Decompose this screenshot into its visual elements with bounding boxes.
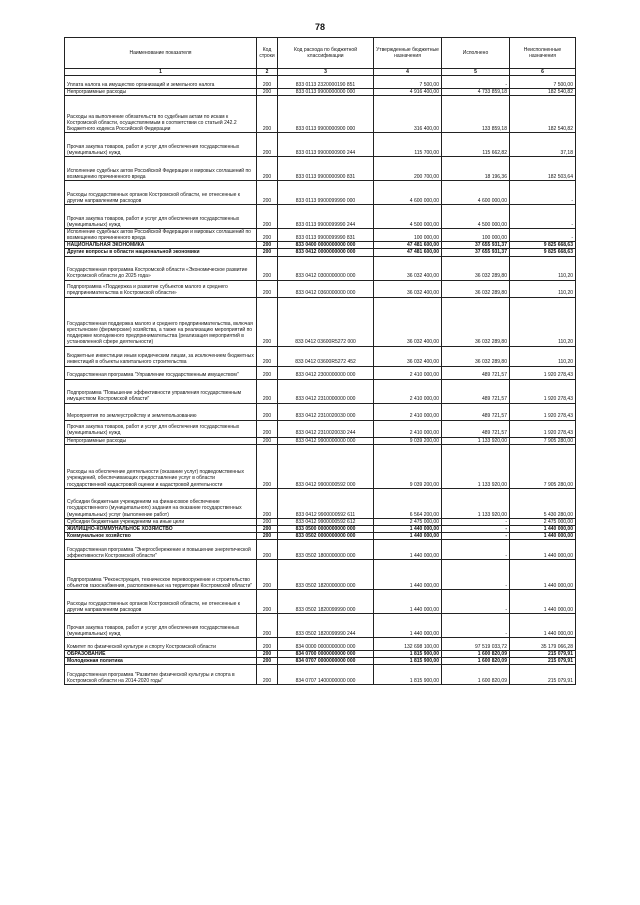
executed-amount-cell: - [442, 559, 510, 589]
line-code-cell: 200 [257, 665, 278, 685]
indicator-name-cell: Комитет по физической культуре и спорту Костромской области [65, 637, 257, 650]
unexecuted-amount-cell: 2 475 000,00 [510, 518, 576, 525]
line-code-cell: 200 [257, 229, 278, 242]
line-code-cell: 200 [257, 559, 278, 589]
header-approved: Утвержденные бюджетные назначения [374, 38, 442, 69]
indicator-name-cell: Субсидии бюджетным учреждениям на финансовое обеспечение государственного (муниципального) задания на оказание государственных (муниципальных) услуг (выполнение работ) [65, 488, 257, 518]
approved-amount-cell: 1 440 000,00 [374, 532, 442, 539]
indicator-name-cell: Бюджетные инвестиции иным юридическим лицам, за исключением бюджетных инвестиций в объекты капитального строительства [65, 346, 257, 366]
line-code-cell: 200 [257, 346, 278, 366]
line-code-cell: 200 [257, 525, 278, 532]
table-row [65, 133, 576, 157]
unexecuted-amount-cell: - [510, 181, 576, 205]
line-code-cell: 200 [257, 658, 278, 665]
approved-amount-cell: 132 698 100,00 [374, 637, 442, 650]
table-row [65, 379, 576, 403]
table-row [65, 242, 576, 249]
approved-amount-cell: 2 410 000,00 [374, 366, 442, 379]
approved-amount-cell: 100 000,00 [374, 229, 442, 242]
table-row [65, 488, 576, 518]
approved-amount-cell: 36 032 400,00 [374, 280, 442, 297]
indicator-name-cell: Расходы на выполнение обязательств по судебным актам по искам к Костромской области, осуществляемым в соответствии со статьей 242.2 Бюджетного кодекса Российской Федерации [65, 96, 257, 133]
indicator-name-cell: Подпрограмма «Поддержка и развитие субъектов малого и среднего предпринимательства в Костромской области» [65, 280, 257, 297]
unexecuted-amount-cell: 37,18 [510, 133, 576, 157]
classification-code-cell: 833 0412 9900000592 000 [278, 444, 374, 488]
table-row [65, 181, 576, 205]
approved-amount-cell: 4 600 000,00 [374, 181, 442, 205]
line-code-cell: 200 [257, 437, 278, 444]
unexecuted-amount-cell: 1 920 278,43 [510, 403, 576, 420]
executed-amount-cell: 115 662,82 [442, 133, 510, 157]
classification-code-cell: 834 0700 0000000000 000 [278, 650, 374, 657]
classification-code-cell: 833 0113 9900099990 000 [278, 181, 374, 205]
header-executed: Исполнено [442, 38, 510, 69]
line-code-cell: 200 [257, 256, 278, 280]
table-row [65, 539, 576, 559]
executed-amount-cell: 1 600 820,09 [442, 665, 510, 685]
executed-amount-cell: 4 500 000,00 [442, 205, 510, 229]
executed-amount-cell: 37 655 931,37 [442, 249, 510, 256]
unexecuted-amount-cell: 182 540,82 [510, 96, 576, 133]
classification-code-cell: 833 0113 9900099990 831 [278, 229, 374, 242]
indicator-name-cell: ЖИЛИЩНО-КОММУНАЛЬНОЕ ХОЗЯЙСТВО [65, 525, 257, 532]
line-code-cell: 200 [257, 518, 278, 525]
unexecuted-amount-cell: - [510, 229, 576, 242]
indicator-name-cell: Мероприятия по землеустройству и землепользованию [65, 403, 257, 420]
table-row [65, 249, 576, 256]
classification-code-cell: 833 0502 0000000000 000 [278, 532, 374, 539]
unexecuted-amount-cell: 1 440 000,00 [510, 539, 576, 559]
indicator-name-cell: Государственная программа "Управление государственным имуществом" [65, 366, 257, 379]
classification-code-cell: 834 0000 0000000000 000 [278, 637, 374, 650]
indicator-name-cell: Государственная программа "Энергосбережение и повышение энергетической эффективности Костромской области" [65, 539, 257, 559]
unexecuted-amount-cell: 1 440 000,00 [510, 589, 576, 613]
indicator-name-cell: Подпрограмма "Реконструкция, техническое перевооружение и строительство объектов газоснабжения, расположенных на территории Костромской области" [65, 559, 257, 589]
executed-amount-cell: - [442, 518, 510, 525]
table-row [65, 366, 576, 379]
executed-amount-cell: 4 733 859,18 [442, 89, 510, 96]
unexecuted-amount-cell: 215 079,91 [510, 665, 576, 685]
table-row [65, 444, 576, 488]
classification-code-cell: 833 0113 9900000000 000 [278, 89, 374, 96]
executed-amount-cell: 1 600 820,09 [442, 650, 510, 657]
table-row [65, 205, 576, 229]
unexecuted-amount-cell: 1 920 278,43 [510, 379, 576, 403]
table-row [65, 280, 576, 297]
executed-amount-cell: 489 721,57 [442, 420, 510, 437]
line-code-cell: 200 [257, 205, 278, 229]
approved-amount-cell: 36 032 400,00 [374, 297, 442, 346]
classification-code-cell: 833 0400 0000000000 000 [278, 242, 374, 249]
approved-amount-cell: 4 500 000,00 [374, 205, 442, 229]
indicator-name-cell: Непрограммные расходы [65, 89, 257, 96]
unexecuted-amount-cell: 1 440 000,00 [510, 559, 576, 589]
approved-amount-cell: 2 410 000,00 [374, 403, 442, 420]
unexecuted-amount-cell: 110,20 [510, 280, 576, 297]
table-row [65, 650, 576, 657]
indicator-name-cell: Прочая закупка товаров, работ и услуг для обеспечения государственных (муниципальных) нужд [65, 420, 257, 437]
approved-amount-cell: 1 440 000,00 [374, 613, 442, 637]
unexecuted-amount-cell: 110,20 [510, 346, 576, 366]
executed-amount-cell: - [442, 525, 510, 532]
line-code-cell: 200 [257, 157, 278, 181]
line-code-cell: 200 [257, 379, 278, 403]
line-code-cell: 200 [257, 181, 278, 205]
header-indicator-name: Наименование показателя [65, 38, 257, 69]
approved-amount-cell: 200 700,00 [374, 157, 442, 181]
executed-amount-cell: 1 133 920,00 [442, 437, 510, 444]
indicator-name-cell: Расходы государственных органов Костромской области, не отнесенные к другим направлениям расходов [65, 589, 257, 613]
executed-amount-cell: 97 519 033,72 [442, 637, 510, 650]
header-line-code: Код строки [257, 38, 278, 69]
indicator-name-cell: Расходы государственных органов Костромской области, не отнесенные к другим направлениям расходов [65, 181, 257, 205]
unexecuted-amount-cell: 9 825 668,63 [510, 242, 576, 249]
approved-amount-cell: 6 564 200,00 [374, 488, 442, 518]
line-code-cell: 200 [257, 488, 278, 518]
executed-amount-cell: - [442, 532, 510, 539]
indicator-name-cell: Уплата налога на имущество организаций и земельного налога [65, 76, 257, 89]
executed-amount-cell: - [442, 539, 510, 559]
column-index: 1 [65, 69, 257, 76]
approved-amount-cell: 1 440 000,00 [374, 589, 442, 613]
line-code-cell: 200 [257, 249, 278, 256]
column-index: 5 [442, 69, 510, 76]
table-row [65, 559, 576, 589]
table-row [65, 256, 576, 280]
column-index-row [65, 69, 576, 76]
indicator-name-cell: Исполнение судебных актов Российской Федерации и мировых соглашений по возмещению причиненного вреда [65, 229, 257, 242]
indicator-name-cell: Прочая закупка товаров, работ и услуг для обеспечения государственных (муниципальных) нужд [65, 613, 257, 637]
column-index: 3 [278, 69, 374, 76]
executed-amount-cell: - [442, 76, 510, 89]
table-row [65, 437, 576, 444]
approved-amount-cell: 1 440 000,00 [374, 539, 442, 559]
table-row [65, 89, 576, 96]
line-code-cell: 200 [257, 242, 278, 249]
header-row [65, 38, 576, 69]
table-row [65, 532, 576, 539]
classification-code-cell: 833 0412 2310020030 000 [278, 403, 374, 420]
approved-amount-cell: 115 700,00 [374, 133, 442, 157]
approved-amount-cell: 47 481 600,00 [374, 242, 442, 249]
table-row [65, 346, 576, 366]
classification-code-cell: 834 0707 1400000000 000 [278, 665, 374, 685]
indicator-name-cell: Государственная программа "Развитие физической культуры и спорта в Костромской области на 2014-2020 годы" [65, 665, 257, 685]
table-row [65, 157, 576, 181]
classification-code-cell: 833 0502 1820099990 000 [278, 589, 374, 613]
line-code-cell: 200 [257, 89, 278, 96]
executed-amount-cell: 489 721,57 [442, 403, 510, 420]
unexecuted-amount-cell: 7 905 280,00 [510, 437, 576, 444]
approved-amount-cell: 1 440 000,00 [374, 525, 442, 532]
approved-amount-cell: 47 481 600,00 [374, 249, 442, 256]
unexecuted-amount-cell: 182 503,64 [510, 157, 576, 181]
executed-amount-cell: - [442, 613, 510, 637]
classification-code-cell: 833 0412 03600R5272 000 [278, 297, 374, 346]
line-code-cell: 200 [257, 539, 278, 559]
unexecuted-amount-cell: 1 440 000,00 [510, 525, 576, 532]
table-body [65, 69, 576, 685]
executed-amount-cell: 36 032 289,80 [442, 346, 510, 366]
approved-amount-cell: 1 815 900,00 [374, 658, 442, 665]
approved-amount-cell: 9 039 200,00 [374, 437, 442, 444]
approved-amount-cell: 1 815 900,00 [374, 650, 442, 657]
unexecuted-amount-cell: 182 540,82 [510, 89, 576, 96]
executed-amount-cell: 1 600 820,09 [442, 658, 510, 665]
classification-code-cell: 834 0707 0000000000 000 [278, 658, 374, 665]
approved-amount-cell: 316 400,00 [374, 96, 442, 133]
page-number: 78 [314, 22, 325, 32]
line-code-cell: 200 [257, 96, 278, 133]
classification-code-cell: 833 0412 0300000000 000 [278, 256, 374, 280]
classification-code-cell: 833 0502 1820000000 000 [278, 559, 374, 589]
table-row [65, 658, 576, 665]
classification-code-cell: 833 0412 0360000000 000 [278, 280, 374, 297]
line-code-cell: 200 [257, 280, 278, 297]
classification-code-cell: 833 0412 2310020030 244 [278, 420, 374, 437]
unexecuted-amount-cell: 1 440 000,00 [510, 532, 576, 539]
line-code-cell: 200 [257, 532, 278, 539]
approved-amount-cell: 7 500,00 [374, 76, 442, 89]
unexecuted-amount-cell: 1 920 278,43 [510, 420, 576, 437]
classification-code-cell: 833 0412 9900000000 000 [278, 437, 374, 444]
budget-execution-table [64, 37, 576, 685]
classification-code-cell: 833 0412 9900000592 611 [278, 488, 374, 518]
line-code-cell: 200 [257, 366, 278, 379]
table-row [65, 637, 576, 650]
unexecuted-amount-cell: 215 079,91 [510, 658, 576, 665]
line-code-cell: 200 [257, 650, 278, 657]
approved-amount-cell: 2 475 000,00 [374, 518, 442, 525]
classification-code-cell: 833 0412 2300000000 000 [278, 366, 374, 379]
table-row [65, 96, 576, 133]
approved-amount-cell: 1 440 000,00 [374, 559, 442, 589]
unexecuted-amount-cell: 7 500,00 [510, 76, 576, 89]
classification-code-cell: 833 0113 9900000900 244 [278, 133, 374, 157]
approved-amount-cell: 36 032 400,00 [374, 346, 442, 366]
table-row [65, 518, 576, 525]
executed-amount-cell: 489 721,57 [442, 379, 510, 403]
header-classification-code: Код расхода по бюджетной классификации [278, 38, 374, 69]
column-index: 2 [257, 69, 278, 76]
unexecuted-amount-cell: 7 905 280,00 [510, 444, 576, 488]
classification-code-cell: 833 0412 9900000592 612 [278, 518, 374, 525]
indicator-name-cell: Молодежная политика [65, 658, 257, 665]
executed-amount-cell: 37 655 931,37 [442, 242, 510, 249]
approved-amount-cell: 9 039 200,00 [374, 444, 442, 488]
indicator-name-cell: Другие вопросы в области национальной экономики [65, 249, 257, 256]
classification-code-cell: 833 0502 1820099990 244 [278, 613, 374, 637]
classification-code-cell: 833 0412 0000000000 000 [278, 249, 374, 256]
classification-code-cell: 833 0113 9900000900 000 [278, 96, 374, 133]
executed-amount-cell: 100 000,00 [442, 229, 510, 242]
classification-code-cell: 833 0500 0000000000 000 [278, 525, 374, 532]
table-row [65, 525, 576, 532]
indicator-name-cell: НАЦИОНАЛЬНАЯ ЭКОНОМИКА [65, 242, 257, 249]
indicator-name-cell: Субсидии бюджетным учреждениям на иные цели [65, 518, 257, 525]
unexecuted-amount-cell: 9 825 668,63 [510, 249, 576, 256]
indicator-name-cell: Прочая закупка товаров, работ и услуг для обеспечения государственных (муниципальных) нужд [65, 133, 257, 157]
executed-amount-cell: 1 133 920,00 [442, 444, 510, 488]
indicator-name-cell: Непрограммные расходы [65, 437, 257, 444]
classification-code-cell: 833 0113 9900000900 831 [278, 157, 374, 181]
approved-amount-cell: 2 410 000,00 [374, 420, 442, 437]
approved-amount-cell: 4 916 400,00 [374, 89, 442, 96]
unexecuted-amount-cell: 1 440 000,00 [510, 613, 576, 637]
table-row [65, 589, 576, 613]
unexecuted-amount-cell: 5 430 280,00 [510, 488, 576, 518]
executed-amount-cell: 36 032 289,80 [442, 256, 510, 280]
indicator-name-cell: Прочая закупка товаров, работ и услуг для обеспечения государственных (муниципальных) нужд [65, 205, 257, 229]
classification-code-cell: 833 0113 2320000190 851 [278, 76, 374, 89]
indicator-name-cell: Государственная поддержка малого и среднего предпринимательства, включая крестьянские (фермерские) хозяйства, а также на реализацию мероприятий по поддержке молодежного предпринимательства (реализация мероприятий в установленной сфере деятельности) [65, 297, 257, 346]
approved-amount-cell: 2 410 000,00 [374, 379, 442, 403]
approved-amount-cell: 1 815 900,00 [374, 665, 442, 685]
unexecuted-amount-cell: 35 179 066,28 [510, 637, 576, 650]
table-row [65, 420, 576, 437]
approved-amount-cell: 36 032 400,00 [374, 256, 442, 280]
unexecuted-amount-cell: - [510, 205, 576, 229]
classification-code-cell: 833 0412 03600R5272 452 [278, 346, 374, 366]
line-code-cell: 200 [257, 637, 278, 650]
table-row [65, 229, 576, 242]
classification-code-cell: 833 0412 2310000000 000 [278, 379, 374, 403]
table-row [65, 297, 576, 346]
indicator-name-cell: ОБРАЗОВАНИЕ [65, 650, 257, 657]
indicator-name-cell: Исполнение судебных актов Российской Федерации и мировых соглашений по возмещению причиненного вреда [65, 157, 257, 181]
indicator-name-cell: Государственная программа Костромской области «Экономическое развитие Костромской области до 2025 года» [65, 256, 257, 280]
line-code-cell: 200 [257, 613, 278, 637]
unexecuted-amount-cell: 110,20 [510, 256, 576, 280]
line-code-cell: 200 [257, 297, 278, 346]
table-row [65, 613, 576, 637]
unexecuted-amount-cell: 1 920 278,43 [510, 366, 576, 379]
table-row [65, 665, 576, 685]
table-row [65, 76, 576, 89]
line-code-cell: 200 [257, 133, 278, 157]
executed-amount-cell: 489 721,57 [442, 366, 510, 379]
executed-amount-cell: 36 032 289,80 [442, 280, 510, 297]
classification-code-cell: 833 0502 1800000000 000 [278, 539, 374, 559]
executed-amount-cell: 133 859,18 [442, 96, 510, 133]
indicator-name-cell: Подпрограмма "Повышение эффективности управления государственным имуществом Костромской области" [65, 379, 257, 403]
line-code-cell: 200 [257, 403, 278, 420]
indicator-name-cell: Расходы на обеспечение деятельности (оказание услуг) подведомственных учреждений, обеспечивающих предоставление услуг в области государственной кадастровой оценки и кадастровой деятельности [65, 444, 257, 488]
executed-amount-cell: 1 133 920,00 [442, 488, 510, 518]
line-code-cell: 200 [257, 76, 278, 89]
table-row [65, 403, 576, 420]
line-code-cell: 200 [257, 420, 278, 437]
executed-amount-cell: - [442, 589, 510, 613]
classification-code-cell: 833 0113 9900099990 244 [278, 205, 374, 229]
header-unexecuted: Неисполненные назначения [510, 38, 576, 69]
column-index: 6 [510, 69, 576, 76]
unexecuted-amount-cell: 215 079,91 [510, 650, 576, 657]
executed-amount-cell: 36 032 289,80 [442, 297, 510, 346]
unexecuted-amount-cell: 110,20 [510, 297, 576, 346]
executed-amount-cell: 18 196,36 [442, 157, 510, 181]
line-code-cell: 200 [257, 589, 278, 613]
indicator-name-cell: Коммунальное хозяйство [65, 532, 257, 539]
executed-amount-cell: 4 600 000,00 [442, 181, 510, 205]
column-index: 4 [374, 69, 442, 76]
line-code-cell: 200 [257, 444, 278, 488]
